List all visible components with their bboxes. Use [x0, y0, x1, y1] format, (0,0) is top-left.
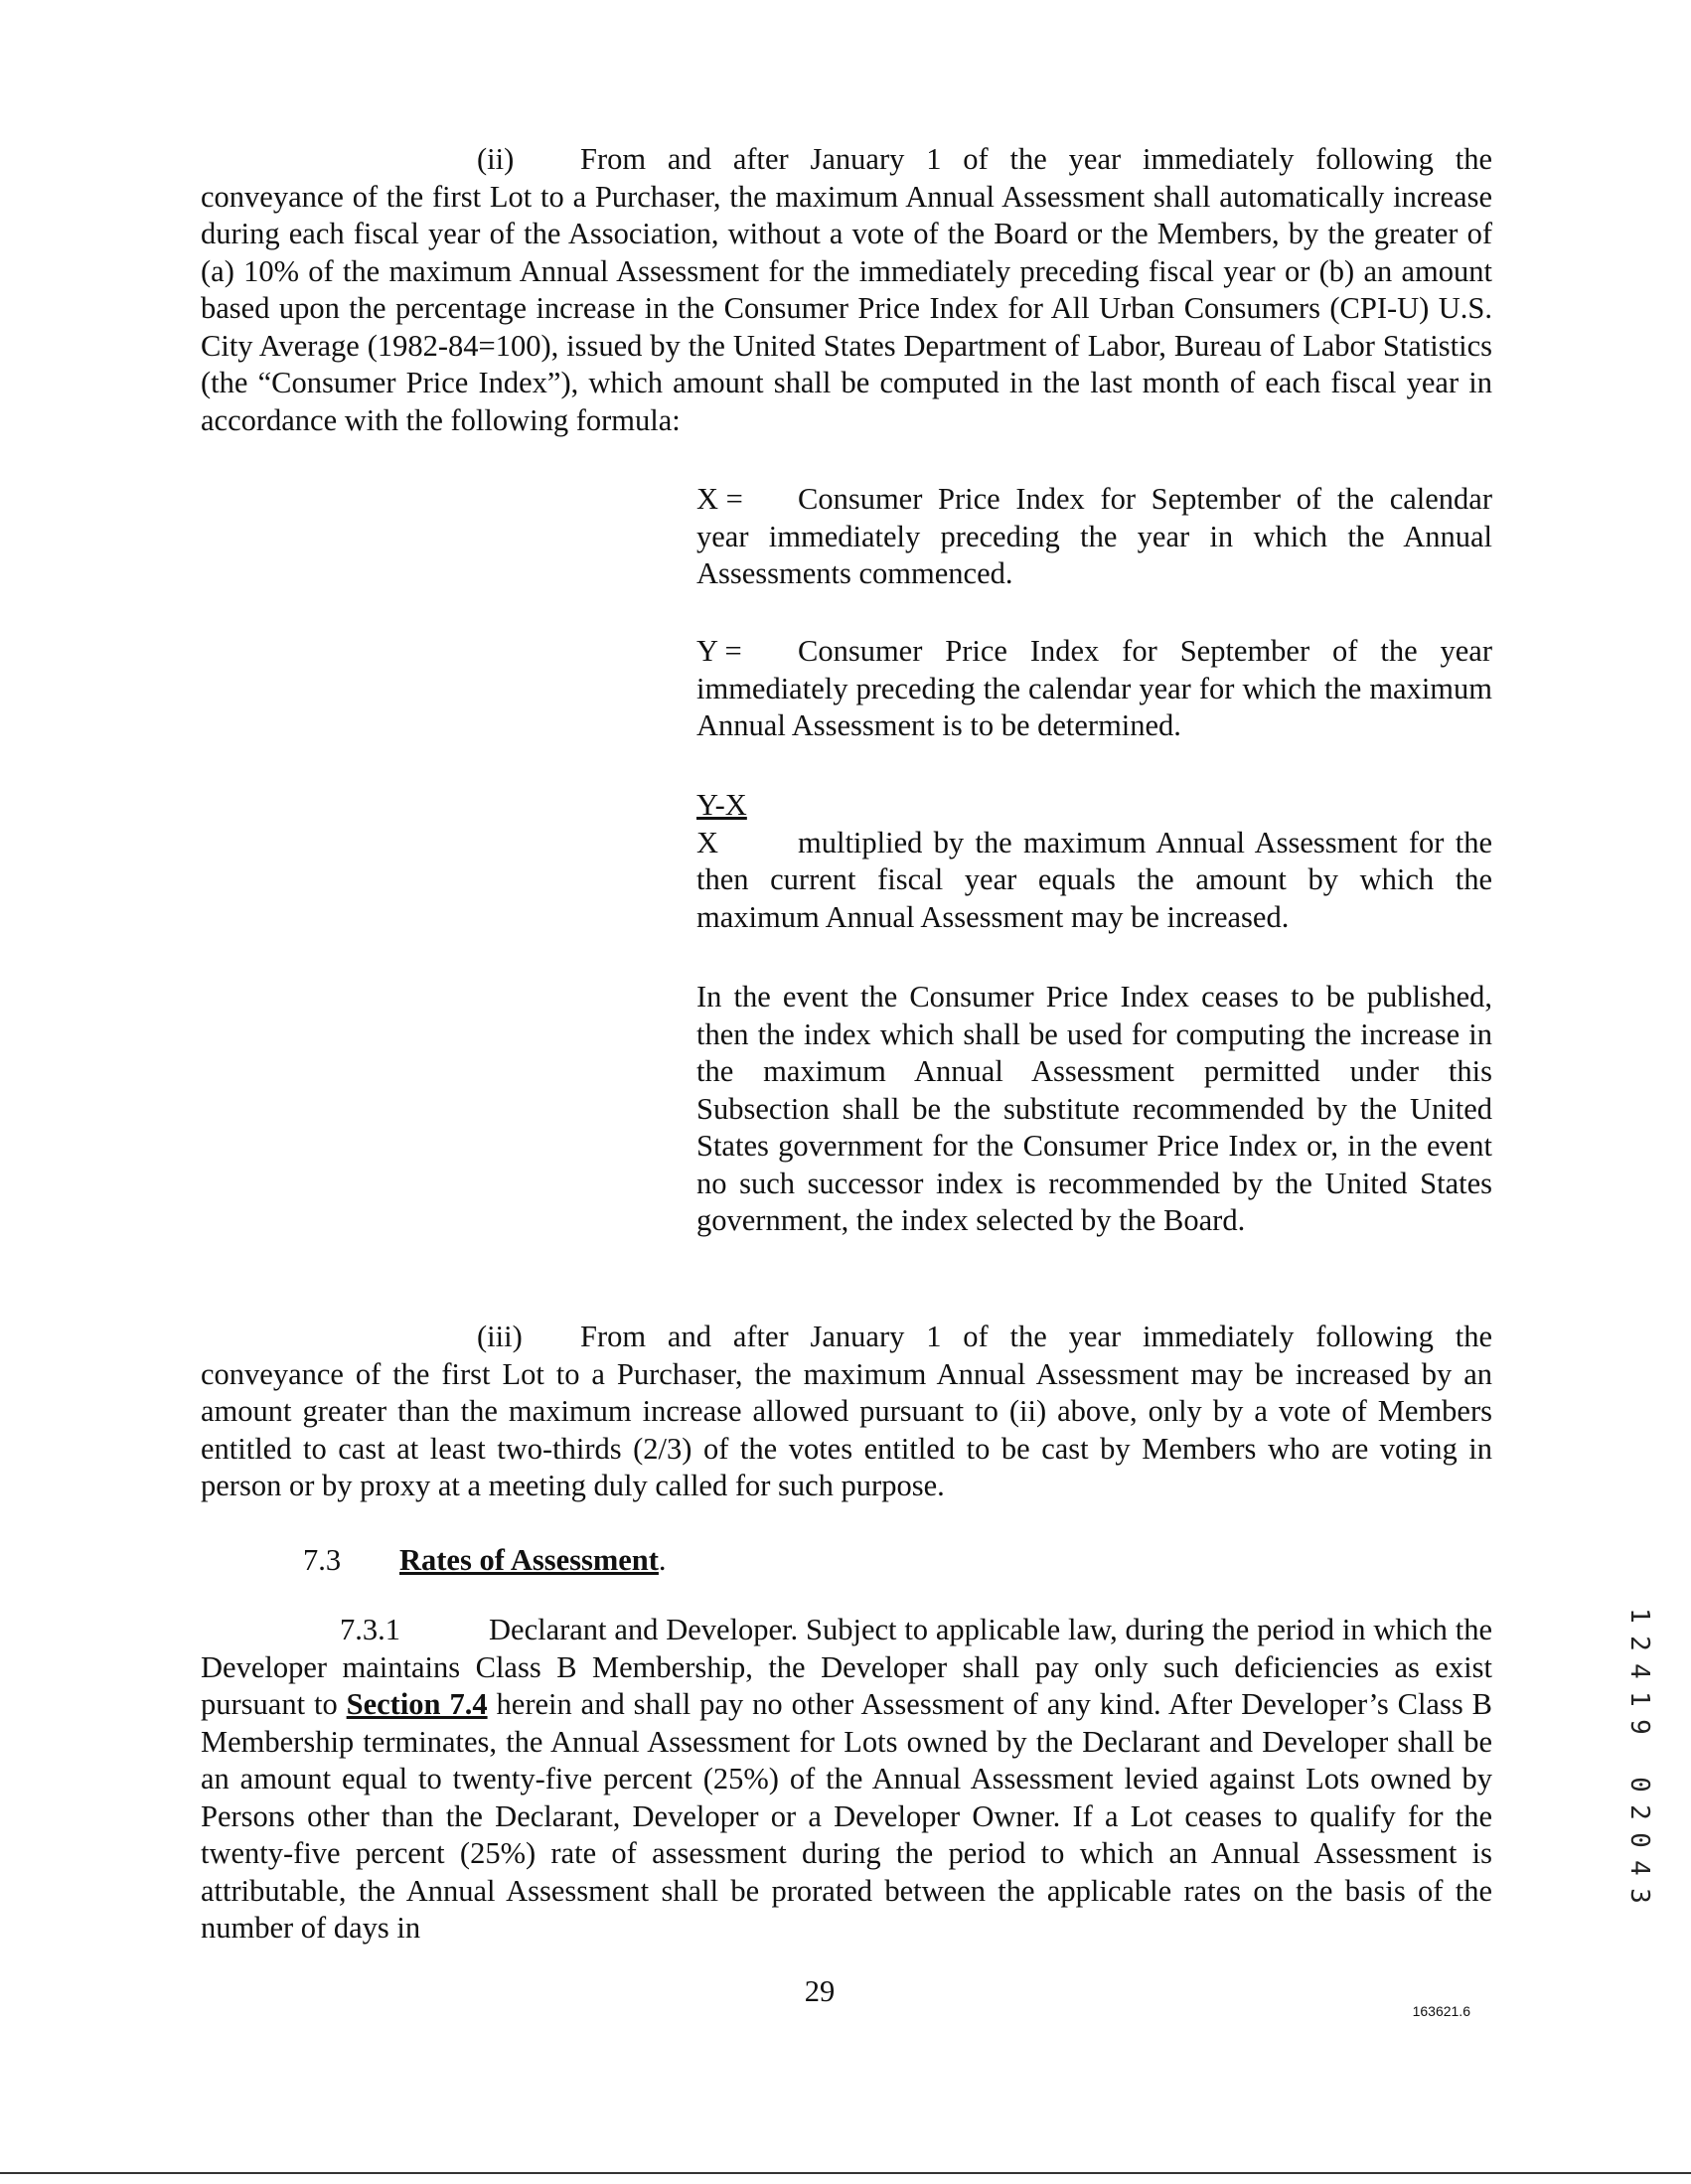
section-7-3-title: Rates of Assessment — [399, 1543, 659, 1577]
section-7-3-trailing: . — [658, 1543, 667, 1577]
formula-y-definition — [696, 633, 1492, 745]
stamp-digit: 0 — [1624, 1777, 1654, 1793]
formula-x-text: Consumer Price Index for September of the calendar year immediately preceding the year in which the Annual Assessments commenced. — [696, 482, 1492, 590]
paragraph-ii-number: (ii) — [477, 142, 515, 176]
section-7-3-1-paragraph — [201, 1612, 1492, 1948]
fraction-denominator: X — [696, 825, 719, 859]
paragraph-ii — [201, 141, 1492, 439]
stamp-digit: 1 — [1624, 1691, 1654, 1707]
section-7-3-heading — [303, 1542, 667, 1580]
page-number: 29 — [804, 1974, 836, 2008]
fraction-text: multiplied by the maximum Annual Assessment for the then current fiscal year equals the amount by which the maximum Annual Assessment may be increased. — [696, 825, 1492, 934]
stamp-digit: 2 — [1624, 1636, 1654, 1651]
section-7-3-1-number: 7.3.1 — [340, 1613, 400, 1646]
stamp-digit: 3 — [1624, 1888, 1654, 1904]
formula-y-label: Y = — [696, 634, 742, 668]
fraction-numerator: Y-X — [696, 788, 747, 822]
stamp-digit: 2 — [1624, 1804, 1654, 1820]
formula-fraction — [696, 787, 1492, 936]
stamp-digit: 4 — [1624, 1860, 1654, 1876]
stamp-digit: 4 — [1624, 1663, 1654, 1679]
paragraph-iii — [201, 1319, 1492, 1505]
formula-x-definition — [696, 481, 1492, 593]
formula-y-text: Consumer Price Index for September of the year immediately preceding the calendar year for which the maximum Annual Assessment is to be determined. — [696, 634, 1492, 742]
margin-stamp — [1619, 1602, 1659, 1910]
stamp-digit: 1 — [1624, 1608, 1654, 1624]
paragraph-iii-text: From and after January 1 of the year immediately following the conveyance of the first Lot to a Purchaser, the maximum Annual Assessment may be increased by an amount greater than the maximum increase allowed pursuant to (ii) above, only by a vote of Members entitled to cast at least two-thirds (2/3) of the votes entitled to be cast by Members who are voting in person or by proxy at a meeting duly called for such purpose. — [201, 1320, 1492, 1502]
formula-x-label: X = — [696, 482, 743, 516]
stamp-group-2 — [1619, 1771, 1659, 1910]
section-7-3-1-text-before: Declarant and Developer. Subject to applicable law, during the period in which the Developer maintains Class B Membership, the Developer shall pay only such deficiencies as exist pursuant to — [201, 1613, 1492, 1721]
section-7-3-number: 7.3 — [303, 1543, 342, 1577]
paragraph-iii-number: (iii) — [477, 1320, 523, 1353]
document-code: 163621.6 — [1412, 2003, 1470, 2019]
bottom-rule — [0, 2172, 1691, 2174]
section-7-3-1-text-after: herein and shall pay no other Assessment of any kind. After Developer’s Class B Membership terminates, the Annual Assessment for Lots owned by the Declarant and Developer shall be an amount equal to twenty-five percent (25%) of the Annual Assessment levied against Lots owned by Persons other than the Declarant, Developer or a Developer Owner. If a Lot ceases to qualify for the twenty-five percent (25%) rate of assessment during the period to which an Annual Assessment is attributable, the Annual Assessment shall be prorated between the applicable rates on the basis of the number of days in — [201, 1687, 1492, 1945]
stamp-group-1 — [1619, 1602, 1659, 1741]
substitute-index-paragraph: In the event the Consumer Price Index ceases to be published, then the index which shall be used for computing the increase in the maximum Annual Assessment permitted under this Subsection shall be the substitute recommended by the United States government for the Consumer Price Index or, in the event no such successor index is recommended by the United States government, the index selected by the Board. — [696, 980, 1492, 1237]
stamp-digit: 0 — [1624, 1832, 1654, 1848]
paragraph-ii-text: From and after January 1 of the year immediately following the conveyance of the first Lot to a Purchaser, the maximum Annual Assessment shall automatically increase during each fiscal year of the Association, without a vote of the Board or the Members, by the greater of (a) 10% of the maximum Annual Assessment for the immediately preceding fiscal year or (b) an amount based upon the percentage increase in the Consumer Price Index for All Urban Consumers (CPI-U) U.S. City Average (1982-84=100), issued by the United States Department of Labor, Bureau of Labor Statistics (the “Consumer Price Index”), which amount shall be computed in the last month of each fiscal year in accordance with the following formula: — [201, 142, 1492, 437]
section-7-4-reference: Section 7.4 — [346, 1687, 488, 1721]
stamp-digit: 9 — [1624, 1719, 1654, 1735]
